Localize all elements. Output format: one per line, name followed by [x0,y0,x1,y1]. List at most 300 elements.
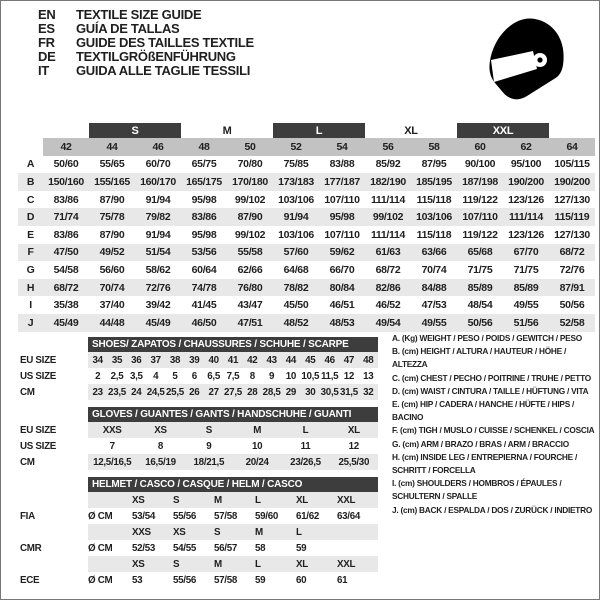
value: 44 [285,354,297,366]
measurement-value: 45/50 [283,299,309,312]
measurement-value: 190/200 [503,173,549,191]
measurement-value: 85/92 [375,158,401,171]
size-label: XXS [132,526,151,538]
measurement-value: 54/58 [53,263,79,276]
measurement-value: 65/75 [191,158,217,171]
legend-item: B. (cm) HEIGHT / ALTURA / HAUTEUR / HÖHE / ALTEZZA [392,346,567,370]
language-code: ES [38,21,55,36]
helmet-size-row [18,556,378,572]
row-values [88,540,378,556]
measurement-value: 107/110 [324,193,360,206]
measurement-value: 99/102 [365,208,411,226]
value: 60 [296,574,307,586]
legend-item: E. (cm) HIP / CADERA / HANCHE / HÜFTE / HIPS / BACINO [392,399,575,423]
value: M [253,424,262,436]
legend-item: A. (Kg) WEIGHT / PESO / POIDS / GEWITCH / PESO [392,333,582,343]
value: 29 [285,386,297,398]
measurement-value: 72/76 [559,263,585,276]
measurement-value: 62/66 [237,263,263,276]
row-values [88,352,378,368]
measurement-row [18,279,595,297]
measurement-value: 52/58 [549,314,595,332]
language-list [38,8,254,78]
measurement-value: 68/72 [549,244,595,262]
size-group-cell: S [89,123,181,138]
size-label: XS [132,494,145,506]
legend-item: F. (cm) TIGH / MUSLO / CUISSE / SCHENKEL / COSCIA [392,425,595,436]
measurement-value: 127/130 [554,193,590,206]
value: 20/24 [245,456,269,468]
size-cell: 56 [365,138,411,156]
value: 23 [92,386,103,398]
value: 30 [305,386,316,398]
row-label: A [26,158,35,171]
value: 6,5 [207,370,220,382]
language-row [38,50,254,64]
value: 27,5 [224,386,242,398]
measurement-value: 48/54 [467,299,493,312]
measurement-row [18,156,595,174]
gloves-row [18,422,378,438]
value: S [205,424,212,436]
certification-label: ECE [20,574,40,586]
measurement-row [18,226,595,244]
measurement-value: 46/50 [181,314,227,332]
value: 11 [300,440,311,452]
value: 2 [95,370,101,382]
value: 55/56 [173,574,197,586]
value: 9 [269,370,275,382]
value: 46 [324,354,335,366]
unit-label: Ø CM [88,574,113,586]
size-group-row [18,123,595,138]
unit-label: Ø CM [88,542,113,554]
measurement-value: 107/110 [324,228,360,241]
helmet-table [18,477,378,588]
value: 28,5 [262,386,281,398]
measurement-row [18,261,595,279]
value: 24 [131,386,142,398]
corner-cell [18,138,43,156]
helmet-value-row [18,572,378,588]
value: 8 [157,440,164,452]
row-label: D [18,208,43,226]
language-title: TEXTILGRÖßENFÜHRUNG [76,49,236,64]
size-group-cell: L [273,123,365,138]
measurement-value: 170/180 [227,173,273,191]
size-cell: 52 [273,138,319,156]
measurement-value: 51/54 [135,244,181,262]
value: 8 [249,370,255,382]
measurement-value: 45/49 [43,314,89,332]
row-label: CM [20,386,35,398]
measurement-value: 111/114 [370,228,406,241]
value: 10 [285,370,297,382]
measurement-value: 84/88 [411,279,457,297]
value: 58 [255,542,266,554]
measurement-value: 155/165 [89,173,135,191]
helmet-size-row [18,492,378,508]
value: 37 [150,354,161,366]
value: 4 [153,370,159,382]
row-label: G [26,263,35,276]
value: 53 [132,574,143,586]
helmet-title: HELMET / CASCO / CASQUE / HELM / CASCO [88,477,378,492]
measurement-value: 115/118 [416,193,452,206]
shoes-row [18,384,378,400]
language-title: GUIDE DES TAILLES TEXTILE [76,35,254,50]
shoes-table [18,337,378,400]
value: 3,5 [129,370,143,382]
value: 48 [363,354,374,366]
measurement-value: 165/175 [181,173,227,191]
size-cell: 60 [457,138,503,156]
measurement-value: 82/86 [365,279,411,297]
value: 34 [92,354,103,366]
row-values [88,422,378,438]
measurement-value: 80/84 [319,279,365,297]
measurement-value: 59/62 [319,244,365,262]
legend-item: H. (cm) INSIDE LEG / ENTREPIERNA / FOURCHE / SCHRITT / FORCELLA [392,451,578,476]
measurement-value: 95/98 [191,193,217,206]
measurement-value: 119/122 [462,228,498,241]
row-label: EU SIZE [20,424,57,436]
measurement-value: 103/106 [278,228,314,241]
size-label: XXL [337,558,356,570]
unit-label: Ø CM [88,510,113,522]
certification-label: CMR [20,542,42,554]
row-label: E [27,228,34,241]
measurement-row [18,296,595,314]
value: 25,5/30 [338,456,370,468]
measurement-value: 60/64 [191,263,217,276]
value: 31,5 [339,386,358,398]
measurement-value: 74/78 [181,279,227,297]
certification-label: FIA [20,510,35,522]
row-values [88,492,378,508]
measurement-value: 83/86 [181,208,227,226]
size-cell: 44 [89,138,135,156]
row-label: US SIZE [20,370,57,382]
measurement-value: 65/68 [457,244,503,262]
gloves-row [18,438,378,454]
measurement-value: 187/198 [457,173,503,191]
value: 7 [109,440,115,452]
measurement-value: 123/126 [508,193,544,206]
measurement-value: 160/170 [135,173,181,191]
value: 12,5/16,5 [93,456,132,468]
measurement-value: 70/80 [237,158,263,171]
size-group-cell: M [222,124,232,137]
size-label: L [255,558,261,570]
measurement-row [18,208,595,226]
value: 63/64 [337,510,361,522]
size-label: S [173,558,180,570]
measurement-value: 68/72 [375,263,401,276]
measurement-value: 68/72 [43,279,89,297]
size-label: S [173,494,180,506]
shoes-title: SHOES/ ZAPATOS / CHAUSSURES / SCHUHE / SCARPE [88,337,378,352]
value: 10 [251,440,263,452]
size-cell: 58 [411,138,457,156]
measurement-value: 115/118 [416,228,452,241]
value: 41 [227,354,239,366]
measurement-value: 87/90 [227,208,273,226]
legend-item: G. (cm) ARM / BRAZO / BRAS / ARM / BRACCIO [392,438,569,449]
value: 11,5 [320,370,339,382]
measurement-value: 64/68 [283,263,309,276]
measurement-value: 111/114 [503,208,549,226]
measurement-value: 83/86 [53,193,79,206]
measurement-value: 72/76 [135,279,181,297]
corner-cell [18,123,43,138]
value: 2,5 [110,370,124,382]
language-code: EN [38,7,56,22]
measurement-value: 75/78 [89,208,135,226]
value: 13 [363,370,374,382]
row-values [88,438,378,454]
value: 40 [208,354,219,366]
value: XXS [102,424,122,436]
measurement-value: 45/49 [135,314,181,332]
value: 5 [172,370,178,382]
value: 23/26,5 [290,456,321,468]
size-cell: 50 [227,138,273,156]
row-label: J [18,314,43,332]
value: 56/57 [214,542,238,554]
measurement-value: 57/60 [273,244,319,262]
measurement-value: 76/80 [227,279,273,297]
shoes-row [18,368,378,384]
measurement-legend [392,332,598,517]
measurement-value: 85/89 [457,279,503,297]
measurement-value: 56/60 [99,263,125,276]
value: 59/60 [255,510,279,522]
size-label: M [214,558,222,570]
measurement-value: 107/110 [457,208,503,226]
value: 16,5/19 [145,456,176,468]
value: 61 [337,574,348,586]
value: 35 [111,354,123,366]
measurement-value: 185/195 [411,173,457,191]
measurement-value: 95/98 [191,228,217,241]
measurement-row [18,173,595,191]
measurement-value: 43/47 [237,299,263,312]
size-label: XL [296,558,308,570]
value: 42 [247,354,258,366]
row-values [88,572,378,588]
value: 36 [131,354,142,366]
row-values [88,384,378,400]
measurement-value: 55/65 [99,158,125,171]
size-cell: 64 [549,138,595,156]
size-label: L [296,526,302,538]
value: 30,5 [320,386,339,398]
row-values [88,508,378,524]
measurement-value: 75/85 [283,158,309,171]
gloves-title: GLOVES / GUANTES / GANTS / HANDSCHUHE / GUANTI [88,407,378,422]
measurement-value: 70/74 [89,279,135,297]
shoes-row [18,352,378,368]
measurement-value: 123/126 [508,228,544,241]
measurement-value: 119/122 [462,193,498,206]
row-values [88,556,378,572]
value: 54/55 [173,542,197,554]
measurement-value: 66/70 [329,263,355,276]
row-label: F [18,244,43,262]
measurement-value: 50/56 [559,299,585,312]
measurement-value: 47/53 [421,299,447,312]
measurement-value: 41/45 [191,299,217,312]
size-label: XXL [337,494,356,506]
legend-item: D. (cm) WAIST / CINTURA / TAILLE / HÜFTUNG / VITA [392,385,589,396]
measurement-value: 44/48 [89,314,135,332]
measurement-value: 85/89 [503,279,549,297]
measurement-value: 87/90 [99,228,125,241]
value: 38 [169,354,181,366]
helmet-size-row [18,524,378,540]
measurement-value: 99/102 [234,193,266,206]
measurement-value: 60/70 [145,158,171,171]
measurement-value: 58/62 [145,263,171,276]
measurement-value: 47/50 [43,244,89,262]
size-label: M [255,526,263,538]
value: 18/21,5 [193,456,225,468]
measurement-value: 87/95 [421,158,447,171]
row-label: US SIZE [20,440,57,452]
measurement-value: 48/52 [273,314,319,332]
measurement-value: 71/74 [43,208,89,226]
measurement-value: 47/51 [227,314,273,332]
measurement-value: 71/75 [513,263,539,276]
value: XL [347,424,360,436]
measurement-value: 182/190 [365,173,411,191]
measurement-value: 61/63 [365,244,411,262]
measurement-value: 115/119 [549,208,595,226]
measurement-value: 87/91 [549,279,595,297]
measurement-value: 105/115 [554,158,590,171]
size-label: M [214,494,222,506]
size-group-cell: XL [404,124,418,137]
value: 12 [348,440,359,452]
measurement-value: 63/66 [411,244,457,262]
value: 7,5 [226,370,240,382]
value: 27 [208,386,219,398]
size-cell: 54 [319,138,365,156]
measurement-value: 95/98 [319,208,365,226]
value: 26 [189,386,200,398]
legend-item: J. (cm) BACK / ESPALDA / DOS / ZURÜCK / INDIETRO [392,504,593,515]
size-group-cell [43,123,89,138]
row-label: I [29,299,32,312]
measurement-value: 173/183 [273,173,319,191]
language-code: FR [38,35,55,50]
measurement-value: 67/70 [503,244,549,262]
size-cell: 62 [503,138,549,156]
value: 55/56 [173,510,197,522]
value: 53/54 [132,510,156,522]
measurement-value: 103/106 [411,208,457,226]
measurement-value: 91/94 [273,208,319,226]
row-label: EU SIZE [20,354,57,366]
value: XS [154,424,167,436]
textile-size-table [18,123,595,332]
value: 59 [255,574,266,586]
row-label: H [18,279,43,297]
language-code: IT [38,63,49,78]
helmet-value-row [18,540,378,556]
measurement-value: 55/58 [227,244,273,262]
value: 45 [305,354,316,366]
value: 52/53 [132,542,156,554]
measurement-value: 79/82 [135,208,181,226]
language-row [38,8,254,22]
measurement-value: 49/55 [411,314,457,332]
size-group-cell [549,123,595,138]
measurement-value: 91/94 [145,228,171,241]
measurement-value: 50/60 [53,158,79,171]
measurement-value: 87/90 [99,193,125,206]
value: 9 [206,440,212,452]
measurement-value: 50/56 [457,314,503,332]
measurement-value: 35/38 [53,299,79,312]
measurement-value: 83/88 [329,158,355,171]
language-title: TEXTILE SIZE GUIDE [76,7,202,22]
value: 59 [296,542,307,554]
size-label: XS [173,526,186,538]
measurement-value: 46/52 [375,299,401,312]
measurement-value: 48/53 [319,314,365,332]
language-row [38,22,254,36]
measurement-row [18,314,595,332]
measurement-value: 95/100 [510,158,542,171]
size-group-cell: XXL [457,123,549,138]
language-title: GUIDA ALLE TAGLIE TESSILI [76,63,251,78]
measurement-value: 111/114 [370,193,406,206]
value: 32 [363,386,374,398]
measurement-value: 46/51 [329,299,355,312]
numeric-size-row [18,138,595,156]
language-title: GUÍA DE TALLAS [76,21,180,36]
value: 23,5 [108,386,126,398]
size-cell: 46 [135,138,181,156]
measurement-value: 37/40 [99,299,125,312]
measurement-value: 83/86 [53,228,79,241]
value: 39 [189,354,200,366]
size-label: S [214,526,221,538]
row-label: C [26,193,35,206]
legend-item: I. (cm) SHOULDERS / HOMBROS / ÉPAULES / SCHULTERN / SPALLE [392,478,562,502]
row-values [88,524,378,540]
measurement-value: 49/54 [365,314,411,332]
legend-item: C. (cm) CHEST / PECHO / POITRINE / TRUHE / PETTO [392,372,591,383]
value: 47 [343,354,355,366]
row-label: B [18,173,43,191]
measurement-value: 78/82 [273,279,319,297]
language-code: DE [38,49,56,64]
size-cell: 48 [181,138,227,156]
gloves-row [18,454,378,470]
value: L [302,424,309,436]
row-values [88,368,378,384]
measurement-value: 127/130 [554,228,590,241]
size-cell: 42 [43,138,89,156]
measurement-row [18,191,595,209]
size-label: XS [132,558,145,570]
measurement-value: 49/52 [89,244,135,262]
language-row [38,36,254,50]
language-row [38,64,254,78]
